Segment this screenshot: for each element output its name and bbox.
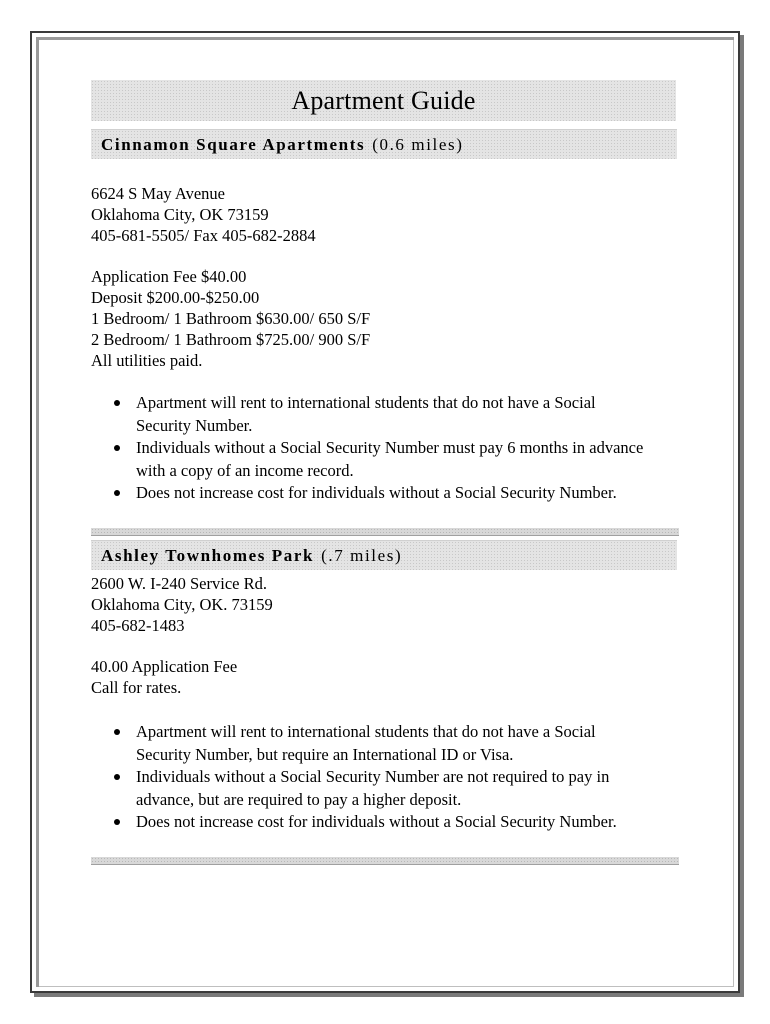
- section-name: Ashley Townhomes Park: [101, 545, 315, 565]
- address-street: 2600 W. I-240 Service Rd.: [91, 574, 267, 593]
- section-distance: (0.6 miles): [372, 134, 464, 154]
- page-frame-shadow-bottom: [34, 993, 744, 997]
- policy-bullet: [112, 766, 692, 811]
- policy-bullet-list: [112, 392, 692, 505]
- fees-block: [91, 656, 691, 698]
- page-frame-inner-shade-top: [36, 37, 734, 40]
- address-phone: 405-682-1483: [91, 616, 185, 635]
- fee-line: 40.00 Application Fee: [91, 657, 238, 676]
- policy-bullet: [112, 482, 692, 505]
- bullet-line: Individuals without a Social Security Number are not required to pay in: [136, 767, 610, 786]
- address-phone: 405-681-5505/ Fax 405-682-2884: [91, 226, 316, 245]
- bullet-line: Does not increase cost for individuals without a Social Security Number.: [136, 812, 617, 831]
- bullet-line: Individuals without a Social Security Number must pay 6 months in advance: [136, 438, 644, 457]
- policy-bullet: [112, 392, 692, 437]
- address-city: Oklahoma City, OK. 73159: [91, 595, 273, 614]
- fee-line: 1 Bedroom/ 1 Bathroom $630.00/ 650 S/F: [91, 309, 371, 328]
- page-title: Apartment Guide: [291, 85, 476, 115]
- title-banner: [91, 80, 676, 121]
- bullet-line: Does not increase cost for individuals without a Social Security Number.: [136, 483, 617, 502]
- policy-bullet: [112, 721, 692, 766]
- section-header-cinnamon-square: [91, 129, 677, 159]
- section-name: Cinnamon Square Apartments: [101, 134, 366, 154]
- fee-line: Deposit $200.00-$250.00: [91, 288, 260, 307]
- bullet-line: Security Number.: [136, 415, 253, 435]
- address-block: [91, 183, 691, 246]
- address-street: 6624 S May Avenue: [91, 184, 225, 203]
- policy-bullet-list: [112, 721, 692, 834]
- page-frame: [30, 31, 740, 993]
- bullet-line: with a copy of an income record.: [136, 460, 354, 480]
- section-header-ashley-townhomes: [91, 540, 677, 570]
- page-frame-inner-shade-left: [36, 37, 39, 987]
- address-block: [91, 573, 691, 636]
- policy-bullet: [112, 437, 692, 482]
- bullet-line: Security Number, but require an International ID or Visa.: [136, 744, 514, 764]
- fee-line: Application Fee $40.00: [91, 267, 247, 286]
- bullet-line: advance, but are required to pay a higher deposit.: [136, 789, 462, 809]
- page-frame-shadow-right: [740, 35, 744, 997]
- section-divider: [91, 857, 679, 865]
- section-distance: (.7 miles): [321, 545, 403, 565]
- address-city: Oklahoma City, OK 73159: [91, 205, 269, 224]
- section-divider: [91, 528, 679, 536]
- fee-line: 2 Bedroom/ 1 Bathroom $725.00/ 900 S/F: [91, 330, 371, 349]
- fees-block: [91, 266, 691, 371]
- bullet-line: Apartment will rent to international students that do not have a Social: [136, 393, 596, 412]
- bullet-line: Apartment will rent to international students that do not have a Social: [136, 722, 596, 741]
- fee-line: Call for rates.: [91, 678, 182, 697]
- policy-bullet: [112, 811, 692, 834]
- fee-line: All utilities paid.: [91, 351, 203, 370]
